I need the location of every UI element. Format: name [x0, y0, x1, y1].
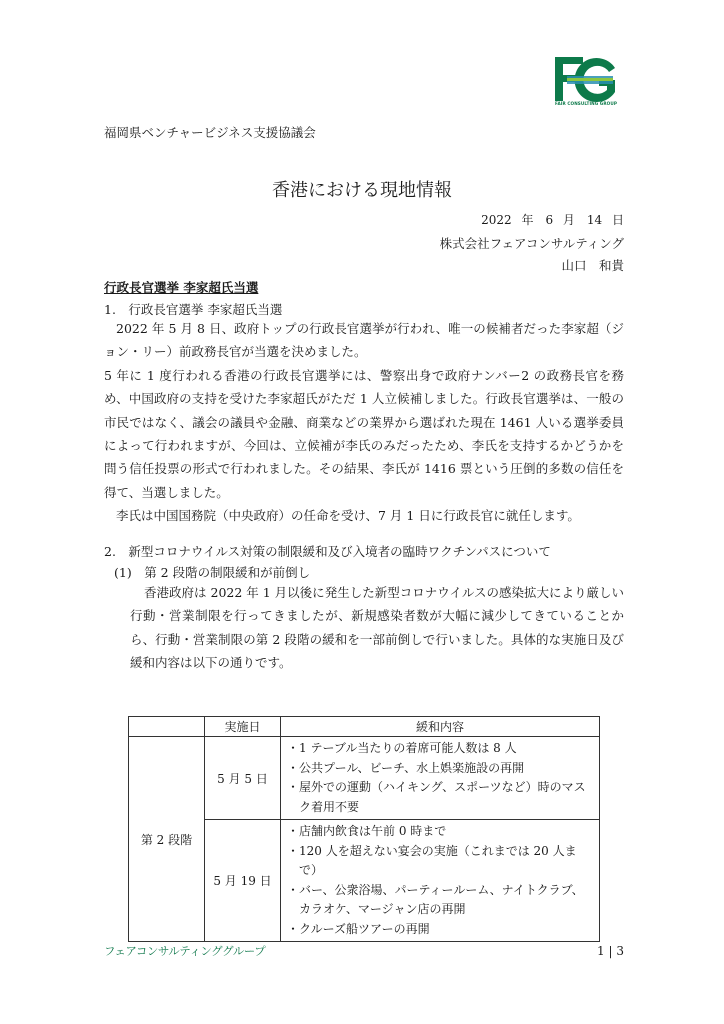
content-cell	[281, 820, 600, 942]
stage-cell: 第 2 段階	[129, 737, 205, 942]
table-row	[129, 737, 600, 820]
author-name: 山口 和貴	[561, 258, 624, 273]
logo-text: FAIR CONSULTING GROUP	[555, 101, 617, 106]
company-logo	[553, 54, 619, 108]
addressee: 福岡県ベンチャービジネス支援協議会	[104, 125, 316, 140]
main-heading: 行政長官選挙 李家超氏当選	[104, 280, 259, 295]
section-2-body	[130, 581, 624, 675]
list-item: ・屋外での運動（ハイキング、スポーツなど）時のマスク着用不要	[287, 780, 586, 814]
content-cell	[281, 737, 600, 820]
list-item: ・バー、公衆浴場、パーティールーム、ナイトクラブ、カラオケ、マージャン店の再開	[287, 882, 584, 916]
list-item: ・120 人を超えない宴会の実施（これまでは 20 人まで）	[287, 843, 577, 877]
table-header-row	[129, 717, 600, 737]
table-header-cell	[129, 717, 205, 737]
list-item: ・店舗内飲食は午前 0 時まで	[287, 824, 447, 838]
section-2-title: 2. 新型コロナウイルス対策の制限緩和及び入境者の臨時ワクチンパスについて	[104, 544, 551, 559]
date-cell: 5 月 5 日	[205, 737, 281, 820]
footer-company: フェアコンサルティンググループ	[104, 944, 266, 958]
table-header-cell: 緩和内容	[281, 717, 600, 737]
section-2-subtitle: (1) 第 2 段階の制限緩和が前倒し	[114, 565, 311, 580]
section-1-paragraph: 5 年に 1 度行われる香港の行政長官選挙には、警察出身で政府ナンバー2 の政務長官を務め、中国政府の支持を受けた李家超氏がただ 1 人立候補しました。行政長官選挙は、一般の市民ではなく、議会の議員や金融、商業などの業界から選ばれた現在 1461 人いる選挙委員によって行われますが、今回は、立候補が李氏のみだったため、李氏を支持するかどうかを問う信任投票の形式で行われました。その結果、李氏が 1416 票という圧倒的多数の信任を得て、当選しました。	[104, 367, 624, 500]
list-item: ・クルーズ船ツアーの再開	[287, 921, 430, 936]
section-1-paragraph: 2022 年 5 月 8 日、政府トップの行政長官選挙が行われ、唯一の候補者だった李家超（ジョン・リー）前政務長官が当選を決めました。	[104, 321, 624, 360]
date-cell: 5 月 19 日	[205, 820, 281, 942]
relaxation-table	[128, 716, 600, 942]
section-1-title: 1. 行政長官選挙 李家超氏当選	[104, 302, 283, 317]
list-item: ・1 テーブル当たりの着席可能人数は 8 人	[287, 741, 517, 755]
section-2-paragraph: 香港政府は 2022 年 1 月以後に発生した新型コロナウイルスの感染拡大により厳しい行動・営業制限を行ってきましたが、新規感染者数が大幅に減少してきていることから、行動・営業制限の第 2 段階の緩和を一部前倒しで行いました。具体的な実施日及び緩和内容は以下の通りです。	[130, 585, 624, 671]
document-title: 香港における現地情報	[272, 180, 452, 201]
list-item: ・公共プール、ビーチ、水上娯楽施設の再開	[287, 760, 525, 775]
section-1-paragraph: 李氏は中国国務院（中央政府）の任命を受け、7 月 1 日に行政長官に就任します。	[116, 508, 580, 524]
section-1-body	[104, 317, 624, 528]
page-number: 1 | 3	[597, 944, 624, 958]
table-header-cell: 実施日	[205, 717, 281, 737]
document-date: 2022 年 6 月 14 日	[481, 213, 624, 227]
company-name: 株式会社フェアコンサルティング	[439, 236, 624, 251]
